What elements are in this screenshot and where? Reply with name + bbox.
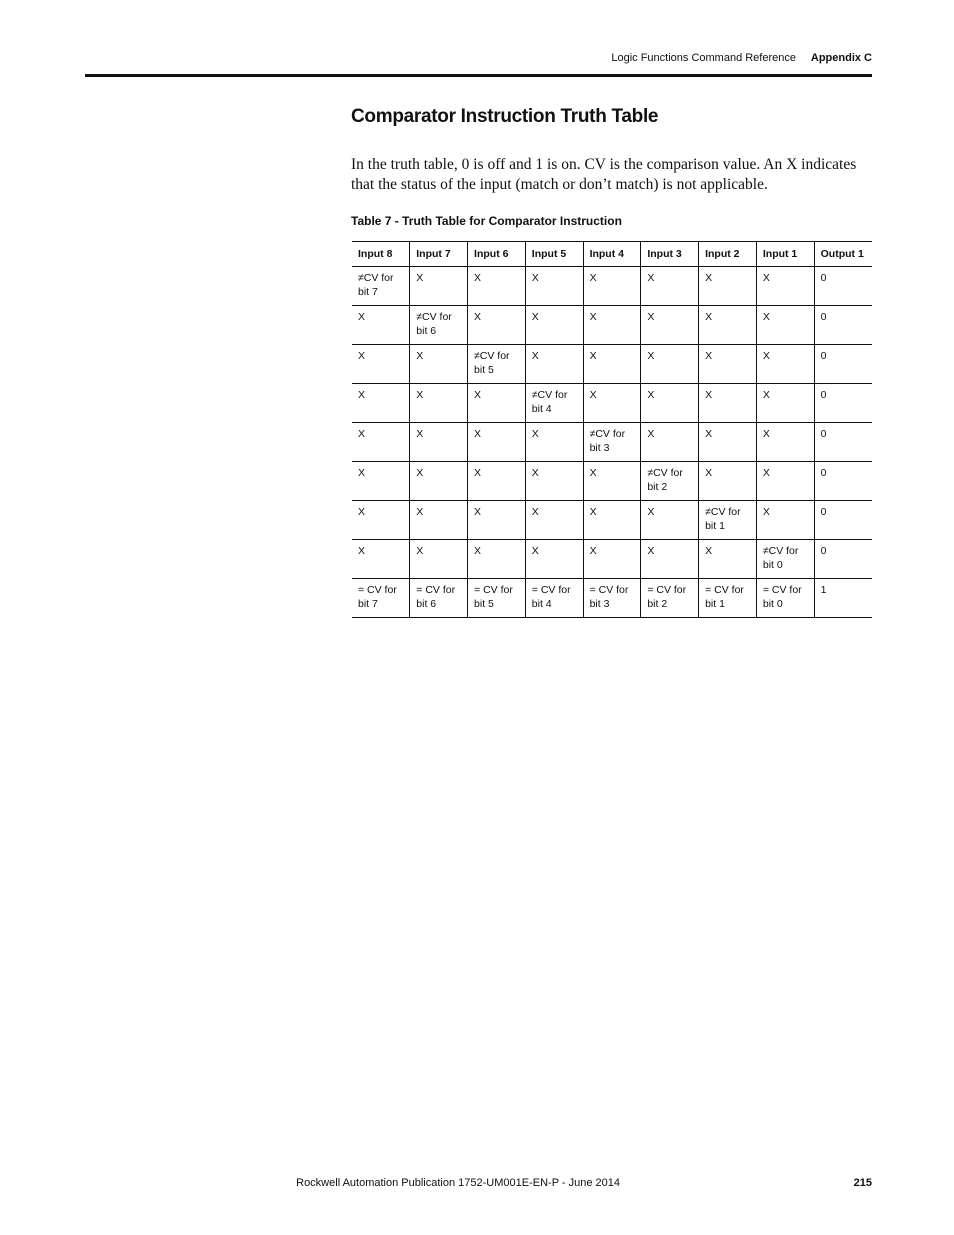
header-cell-output-1: Output 1 xyxy=(814,242,872,267)
table-cell: 0 xyxy=(814,423,872,462)
table-cell: 0 xyxy=(814,384,872,423)
table-cell: X xyxy=(756,267,814,306)
table-cell: X xyxy=(699,540,757,579)
truth-table-header xyxy=(352,242,872,267)
table-row xyxy=(352,345,872,384)
table-cell: X xyxy=(641,306,699,345)
table-cell: ≠CV for bit 6 xyxy=(410,306,468,345)
truth-table-body xyxy=(352,267,872,618)
table-cell: X xyxy=(468,267,526,306)
table-cell: X xyxy=(410,384,468,423)
table-cell: X xyxy=(410,501,468,540)
table-cell: X xyxy=(699,306,757,345)
table-cell: X xyxy=(525,306,583,345)
table-cell: X xyxy=(410,267,468,306)
table-cell: X xyxy=(468,540,526,579)
table-cell: X xyxy=(410,423,468,462)
table-cell: = CV for bit 7 xyxy=(352,579,410,618)
table-cell: X xyxy=(583,501,641,540)
table-cell: X xyxy=(352,423,410,462)
table-cell: X xyxy=(352,384,410,423)
table-cell: X xyxy=(468,384,526,423)
table-cell: X xyxy=(699,267,757,306)
table-cell: X xyxy=(583,384,641,423)
table-cell: X xyxy=(352,501,410,540)
table-cell: X xyxy=(756,423,814,462)
table-cell: X xyxy=(641,501,699,540)
table-cell: ≠CV for bit 0 xyxy=(756,540,814,579)
intro-paragraph: In the truth table, 0 is off and 1 is on. CV is the comparison value. An X indicates that the status of the input (match or don’t match) is not applicable. xyxy=(351,156,857,193)
table-cell: X xyxy=(525,540,583,579)
table-cell: X xyxy=(352,462,410,501)
table-cell: X xyxy=(583,306,641,345)
table-cell: = CV for bit 2 xyxy=(641,579,699,618)
table-cell: ≠CV for bit 5 xyxy=(468,345,526,384)
table-cell: ≠CV for bit 3 xyxy=(583,423,641,462)
table-cell: ≠CV for bit 7 xyxy=(352,267,410,306)
header-cell-input-3: Input 3 xyxy=(641,242,699,267)
table-cell: 1 xyxy=(814,579,872,618)
table-cell: X xyxy=(525,462,583,501)
table-row xyxy=(352,540,872,579)
header-rule xyxy=(85,74,872,77)
header-row xyxy=(352,242,872,267)
table-cell: X xyxy=(699,423,757,462)
table-cell: X xyxy=(756,462,814,501)
table-cell: X xyxy=(641,540,699,579)
truth-table xyxy=(352,241,872,618)
table-cell: X xyxy=(468,501,526,540)
header-cell-input-4: Input 4 xyxy=(583,242,641,267)
table-cell: ≠CV for bit 2 xyxy=(641,462,699,501)
table-row xyxy=(352,306,872,345)
header-appendix-label: Appendix C xyxy=(810,52,872,64)
page-number: 215 xyxy=(853,1177,872,1189)
table-cell: X xyxy=(756,345,814,384)
table-cell: X xyxy=(410,462,468,501)
table-cell: X xyxy=(352,306,410,345)
table-cell: X xyxy=(699,384,757,423)
table-cell: = CV for bit 5 xyxy=(468,579,526,618)
table-cell: = CV for bit 0 xyxy=(756,579,814,618)
header-cell-input-6: Input 6 xyxy=(468,242,526,267)
table-cell: X xyxy=(525,501,583,540)
table-cell: 0 xyxy=(814,501,872,540)
table-row xyxy=(352,501,872,540)
table-cell: X xyxy=(410,345,468,384)
table-cell: X xyxy=(583,462,641,501)
table-cell: 0 xyxy=(814,267,872,306)
table-cell: X xyxy=(468,306,526,345)
running-header xyxy=(85,52,872,68)
table-cell: X xyxy=(583,345,641,384)
header-cell-input-1: Input 1 xyxy=(756,242,814,267)
header-cell-input-5: Input 5 xyxy=(525,242,583,267)
table-cell: = CV for bit 6 xyxy=(410,579,468,618)
table-row xyxy=(352,384,872,423)
table-cell: X xyxy=(641,345,699,384)
table-cell: X xyxy=(583,267,641,306)
table-cell: X xyxy=(756,306,814,345)
table-cell: = CV for bit 3 xyxy=(583,579,641,618)
table-row xyxy=(352,423,872,462)
header-cell-input-8: Input 8 xyxy=(352,242,410,267)
table-cell: X xyxy=(352,345,410,384)
table-cell: X xyxy=(699,345,757,384)
table-cell: ≠CV for bit 4 xyxy=(525,384,583,423)
table-row xyxy=(352,267,872,306)
table-cell: X xyxy=(410,540,468,579)
section-title: Comparator Instruction Truth Table xyxy=(351,106,659,127)
table-cell: 0 xyxy=(814,540,872,579)
table-cell: X xyxy=(468,462,526,501)
table-cell: 0 xyxy=(814,462,872,501)
table-cell: X xyxy=(756,384,814,423)
header-cell-input-7: Input 7 xyxy=(410,242,468,267)
table-cell: X xyxy=(641,267,699,306)
table-row xyxy=(352,579,872,618)
table-cell: X xyxy=(525,267,583,306)
table-cell: X xyxy=(468,423,526,462)
table-cell: X xyxy=(756,501,814,540)
table-cell: X xyxy=(525,423,583,462)
table-cell: X xyxy=(641,423,699,462)
table-row xyxy=(352,462,872,501)
table-cell: X xyxy=(641,384,699,423)
footer-publication: Rockwell Automation Publication 1752-UM001E-EN-P - June 2014 xyxy=(296,1177,620,1189)
table-cell: = CV for bit 1 xyxy=(699,579,757,618)
table-cell: ≠CV for bit 1 xyxy=(699,501,757,540)
table-cell: = CV for bit 4 xyxy=(525,579,583,618)
table-cell: X xyxy=(699,462,757,501)
table-cell: X xyxy=(352,540,410,579)
table-caption: Table 7 - Truth Table for Comparator Instruction xyxy=(351,214,622,228)
table-cell: X xyxy=(525,345,583,384)
header-section-title: Logic Functions Command Reference xyxy=(611,52,796,64)
table-cell: X xyxy=(583,540,641,579)
header-cell-input-2: Input 2 xyxy=(699,242,757,267)
table-cell: 0 xyxy=(814,306,872,345)
table-cell: 0 xyxy=(814,345,872,384)
